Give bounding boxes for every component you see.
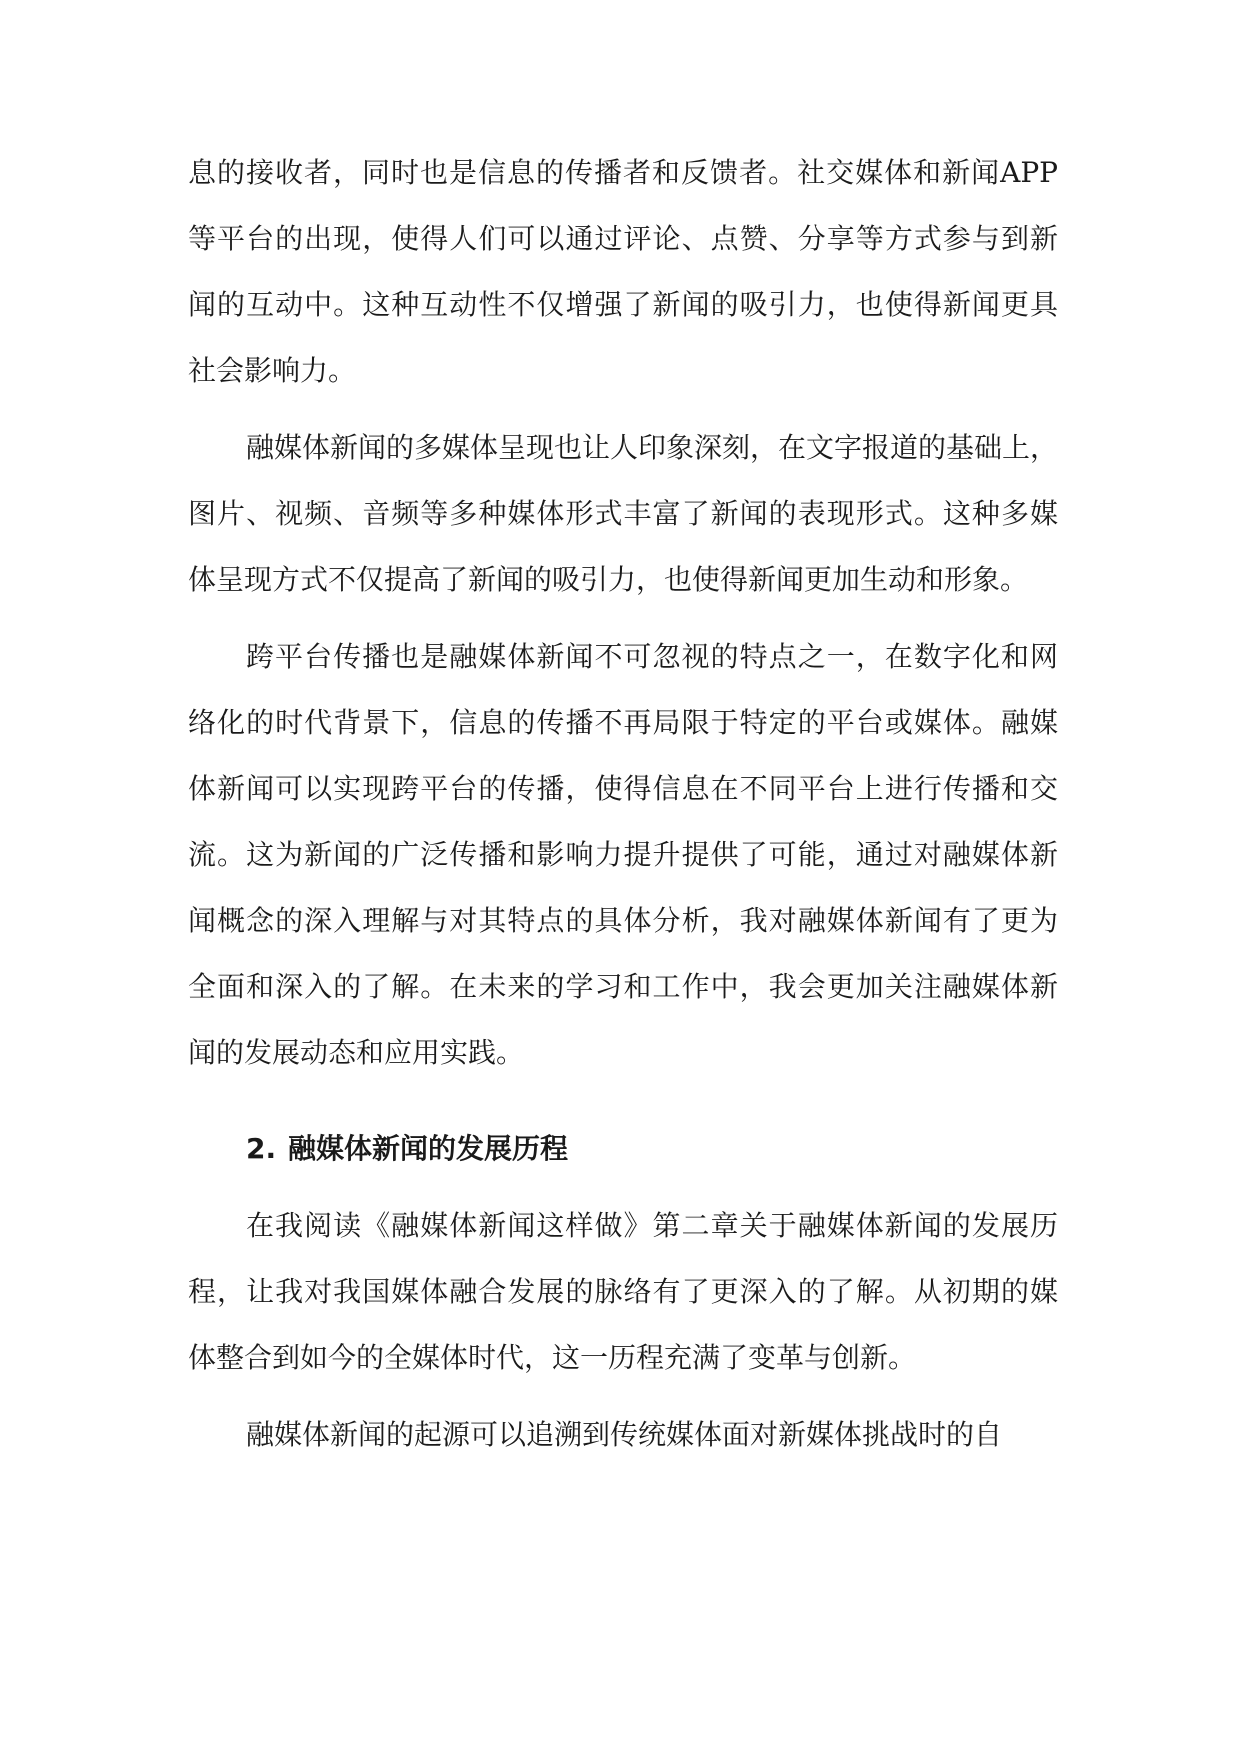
text-line: 社会影响力。 [188, 354, 357, 387]
paragraph-reading-notes [188, 1193, 1058, 1391]
document-body [188, 140, 1058, 1479]
text-line: 体新闻可以实现跨平台的传播，使得信息在不同平台上进行传播和交 [188, 772, 1058, 805]
paragraph-multimedia [188, 415, 1058, 613]
text-line: 融媒体新闻的起源可以追溯到传统媒体面对新媒体挑战时的自 [246, 1418, 1003, 1451]
text-line: 跨平台传播也是融媒体新闻不可忽视的特点之一，在数字化和网 [246, 640, 1058, 673]
text-line: 融媒体新闻的多媒体呈现也让人印象深刻，在文字报道的基础上， [246, 431, 1058, 464]
text-line: 体整合到如今的全媒体时代，这一历程充满了变革与创新。 [188, 1341, 917, 1374]
text-line: 图片、视频、音频等多种媒体形式丰富了新闻的表现形式。这种多媒 [188, 497, 1058, 530]
text-line: 等平台的出现，使得人们可以通过评论、点赞、分享等方式参与到新 [188, 222, 1058, 255]
section-heading [188, 1116, 1058, 1182]
text-line: 在我阅读《融媒体新闻这样做》第二章关于融媒体新闻的发展历 [246, 1209, 1058, 1242]
text-line: 息的接收者，同时也是信息的传播者和反馈者。社交媒体和新闻APP [188, 156, 1058, 189]
paragraph-interactivity [188, 140, 1058, 404]
text-line: 络化的时代背景下，信息的传播不再局限于特定的平台或媒体。融媒 [188, 706, 1058, 739]
text-line: 体呈现方式不仅提高了新闻的吸引力，也使得新闻更加生动和形象。 [188, 563, 1029, 596]
text-line: 闻的发展动态和应用实践。 [188, 1036, 525, 1069]
section-title: 融媒体新闻的发展历程 [288, 1132, 569, 1165]
text-line: 闻的互动中。这种互动性不仅增强了新闻的吸引力，也使得新闻更具 [188, 288, 1058, 321]
paragraph-origins [188, 1402, 1058, 1468]
section-number: 2. [246, 1132, 277, 1165]
text-line: 闻概念的深入理解与对其特点的具体分析，我对融媒体新闻有了更为 [188, 904, 1058, 937]
text-line: 流。这为新闻的广泛传播和影响力提升提供了可能，通过对融媒体新 [188, 838, 1058, 871]
text-line: 全面和深入的了解。在未来的学习和工作中，我会更加关注融媒体新 [188, 970, 1058, 1003]
paragraph-cross-platform [188, 624, 1058, 1086]
text-line: 程，让我对我国媒体融合发展的脉络有了更深入的了解。从初期的媒 [188, 1275, 1058, 1308]
